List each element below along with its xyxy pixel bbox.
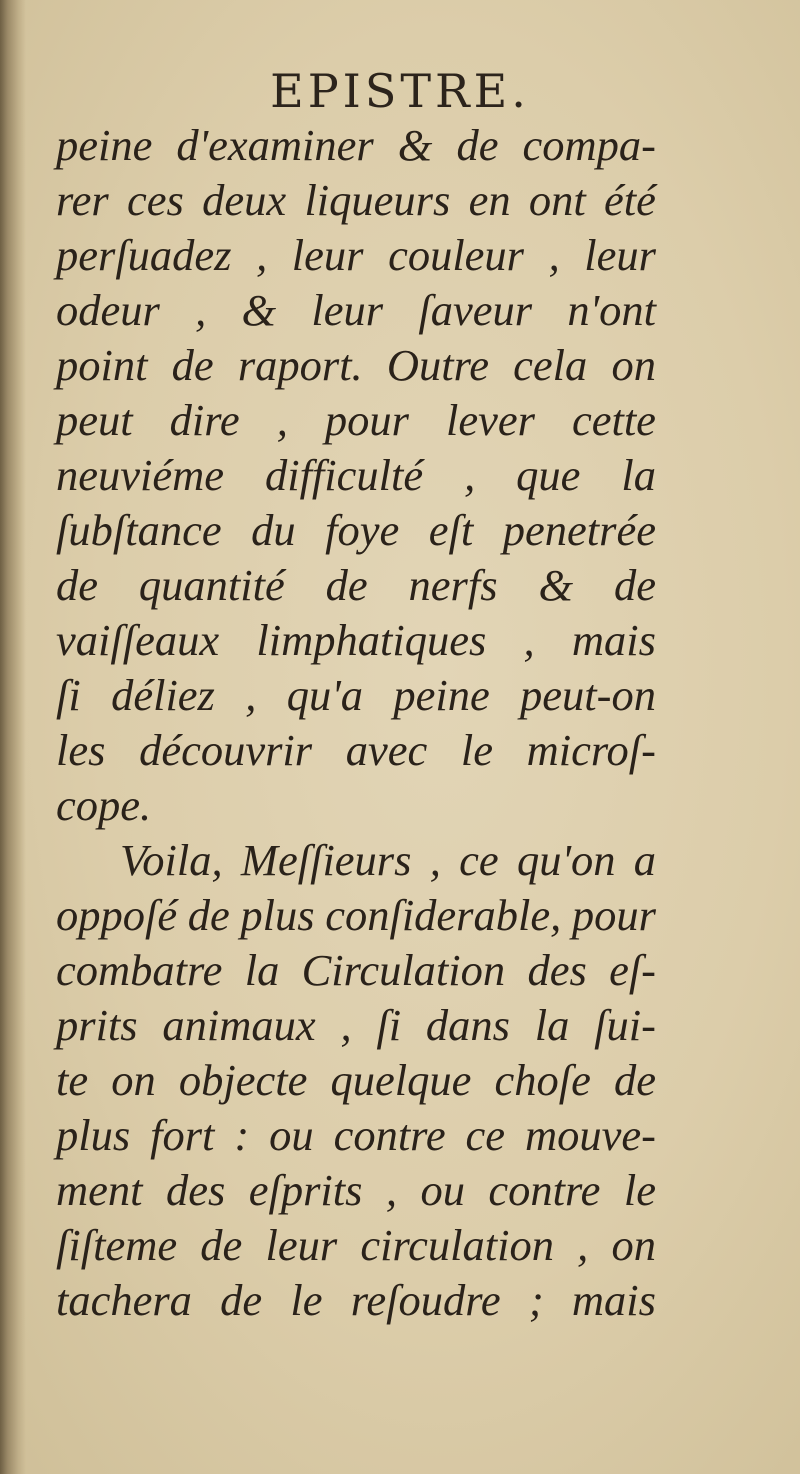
text-line-16: combatre la Circulation des eſ- xyxy=(56,945,656,995)
running-header: EPISTRE. xyxy=(270,64,530,118)
text-line-10: vaiſſeaux limphatiques , mais xyxy=(56,615,656,665)
text-line-20: ment des eſprits , ou contre le xyxy=(56,1165,656,1215)
text-line-15: oppoſé de plus conſiderable, pour xyxy=(56,890,656,940)
text-line-6: peut dire , pour lever cette xyxy=(56,395,656,445)
text-line-22: tachera de le reſoudre ; mais xyxy=(56,1275,656,1325)
text-line-19: plus fort : ou contre ce mouve- xyxy=(56,1110,656,1160)
text-line-17: prits animaux , ſi dans la ſui- xyxy=(56,1000,656,1050)
text-line-13: cope. xyxy=(56,780,152,830)
text-line-7: neuviéme difficulté , que la xyxy=(56,450,656,500)
text-line-12: les découvrir avec le microſ- xyxy=(56,725,656,775)
page-binding-shadow xyxy=(0,0,26,1474)
text-line-1: peine d'examiner & de compa- xyxy=(56,120,656,170)
body-text xyxy=(56,118,656,1328)
text-line-18: te on objecte quelque choſe de xyxy=(56,1055,656,1105)
text-line-4: odeur , & leur ſaveur n'ont xyxy=(56,285,656,335)
text-line-14: Voila, Meſſieurs , ce qu'on a xyxy=(120,835,656,885)
text-line-5: point de raport. Outre cela on xyxy=(56,340,656,390)
text-line-11: ſi déliez , qu'a peine peut-on xyxy=(56,670,656,720)
text-line-2: rer ces deux liqueurs en ont été xyxy=(56,175,656,225)
text-line-8: ſubſtance du foye eſt penetrée xyxy=(56,505,656,555)
text-line-3: perſuadez , leur couleur , leur xyxy=(56,230,656,280)
text-line-9: de quantité de nerfs & de xyxy=(56,560,656,610)
text-line-21: ſiſteme de leur circulation , on xyxy=(56,1220,656,1270)
